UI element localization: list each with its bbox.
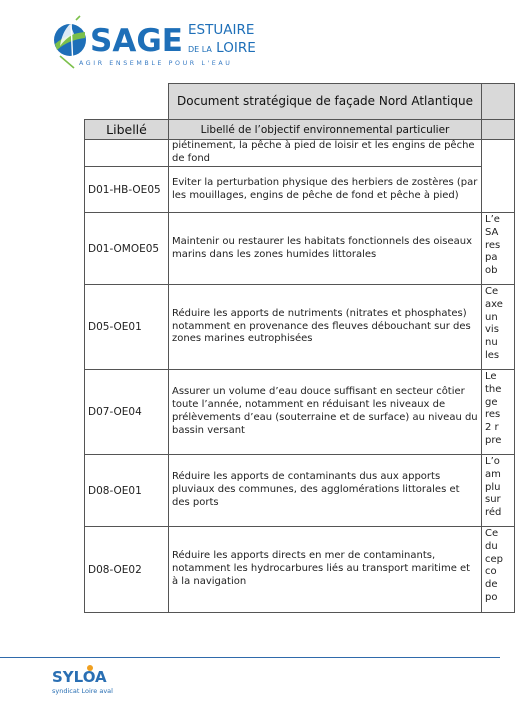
comment-line: co bbox=[485, 566, 497, 578]
row-code: D08-OE02 bbox=[85, 527, 169, 613]
logo-de-la-text: DE LA bbox=[188, 45, 212, 54]
comment-line: Ce bbox=[485, 286, 499, 297]
comment-line: de bbox=[485, 579, 498, 591]
header-blank-cell bbox=[85, 84, 169, 120]
footer-divider bbox=[0, 657, 500, 658]
objectives-table bbox=[84, 83, 515, 613]
row-code: D01-HB-OE05 bbox=[85, 167, 169, 213]
comment-line: L’e bbox=[485, 214, 500, 225]
row-code: D07-OE04 bbox=[85, 370, 169, 455]
comment-line: du bbox=[485, 540, 498, 552]
comment-line: am bbox=[485, 468, 501, 480]
comment-line: Le bbox=[485, 371, 497, 382]
comment-line: pa bbox=[485, 252, 498, 264]
comment-line: ob bbox=[485, 265, 498, 277]
comment-line: sur bbox=[485, 494, 501, 506]
comment-line: Ce bbox=[485, 528, 499, 539]
syloa-name: SYLOA bbox=[52, 668, 107, 686]
row-comment bbox=[482, 140, 515, 213]
comment-line: axe bbox=[485, 298, 503, 310]
row-comment bbox=[482, 370, 515, 455]
comment-line: 2 r bbox=[485, 422, 499, 434]
row-comment bbox=[482, 527, 515, 613]
row-code bbox=[85, 140, 169, 167]
row-objective: Assurer un volume d’eau douce suffisant en secteur côtier toute l’année, notamment en réduisant les niveaux de prélèvements d’eau (souterraine et de surface) au niveau du bassin versant bbox=[169, 370, 482, 455]
logo-loire-text bbox=[188, 42, 256, 56]
comment-line: SA bbox=[485, 226, 499, 238]
logo-tagline: AGIR ENSEMBLE POUR L'EAU bbox=[79, 60, 233, 67]
row-objective: Maintenir ou restaurer les habitats fonctionnels des oiseaux marins dans les zones humides littorales bbox=[169, 213, 482, 285]
row-objective: Réduire les apports directs en mer de contaminants, notamment les hydrocarbures liés au transport maritime et à la navigation bbox=[169, 527, 482, 613]
comment-line: ge bbox=[485, 396, 498, 408]
table-column-header-row bbox=[85, 120, 515, 140]
header-comment-cell bbox=[482, 84, 515, 120]
row-comment bbox=[482, 455, 515, 527]
row-objective: Réduire les apports de contaminants dus aux apports pluviaux des communes, des agglomérations littorales et des ports bbox=[169, 455, 482, 527]
table-row bbox=[85, 285, 515, 370]
comment-line: pre bbox=[485, 434, 502, 446]
comment-line: the bbox=[485, 383, 502, 395]
row-objective: Réduire les apports de nutriments (nitrates et phosphates) notamment en provenance des fleuves débouchant sur des zones marines eutrophisées bbox=[169, 285, 482, 370]
table-row bbox=[85, 140, 515, 167]
col-header-libelle: Libellé bbox=[85, 120, 169, 140]
doc-header-cell: Document stratégique de façade Nord Atlantique bbox=[169, 84, 482, 120]
logo-estuaire-text: ESTUAIRE bbox=[188, 22, 255, 38]
row-objective: Eviter la perturbation physique des herbiers de zostères (par les mouillages, engins de pêche de fond et pêche à pied) bbox=[169, 167, 482, 213]
row-code: D01-OMOE05 bbox=[85, 213, 169, 285]
comment-line: les bbox=[485, 349, 500, 361]
row-code: D05-OE01 bbox=[85, 285, 169, 370]
comment-line: vis bbox=[485, 324, 499, 336]
table-row bbox=[85, 455, 515, 527]
row-objective: piétinement, la pêche à pied de loisir et les engins de pêche de fond bbox=[169, 140, 482, 167]
comment-line: un bbox=[485, 311, 498, 323]
comment-line: po bbox=[485, 591, 498, 603]
comment-line: nu bbox=[485, 337, 498, 349]
row-comment bbox=[482, 213, 515, 285]
col-header-objectif: Libellé de l’objectif environnemental particulier bbox=[169, 120, 482, 140]
logo-sage-text: SAGE bbox=[90, 23, 183, 59]
comment-line: plu bbox=[485, 481, 501, 493]
comment-line: réd bbox=[485, 507, 502, 519]
table-row bbox=[85, 370, 515, 455]
syloa-subtitle: syndicat Loire aval bbox=[52, 687, 113, 695]
comment-line: cep bbox=[485, 553, 503, 565]
comment-line: L’o bbox=[485, 456, 500, 467]
comment-line: res bbox=[485, 239, 501, 251]
table-row bbox=[85, 527, 515, 613]
logo-loire-word: LOIRE bbox=[216, 40, 256, 56]
col-header-comment bbox=[482, 120, 515, 140]
row-code: D08-OE01 bbox=[85, 455, 169, 527]
table-row bbox=[85, 213, 515, 285]
table-doc-header-row bbox=[85, 84, 515, 120]
table-row bbox=[85, 167, 515, 213]
sage-logo bbox=[52, 16, 292, 74]
comment-line: res bbox=[485, 409, 501, 421]
row-comment bbox=[482, 285, 515, 370]
